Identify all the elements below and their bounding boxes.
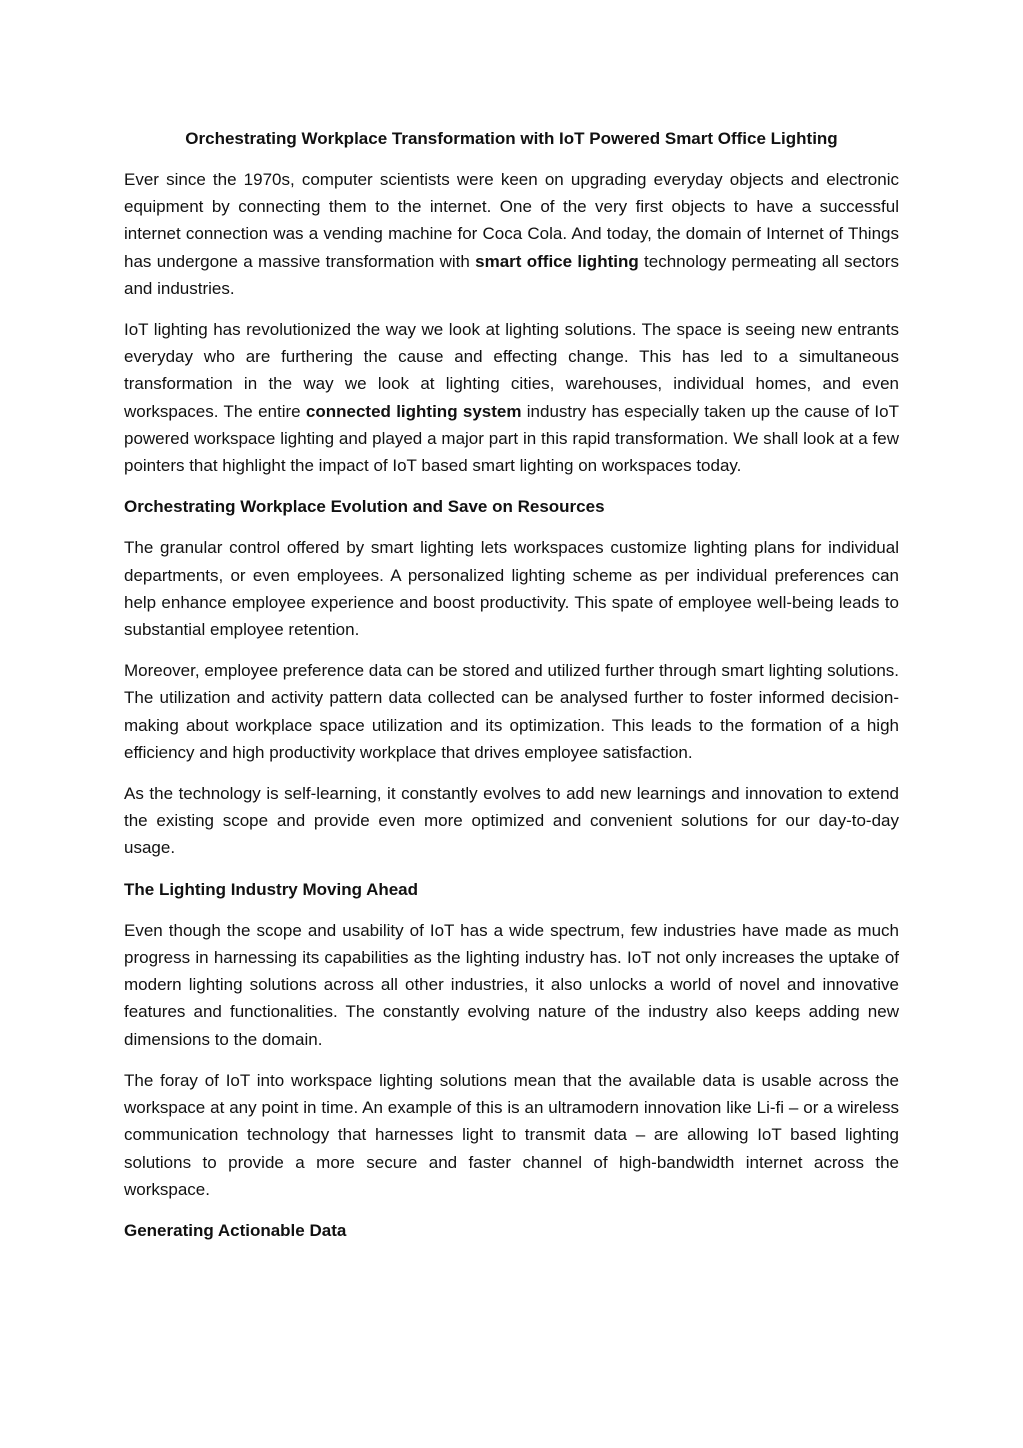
paragraph-preference-data: Moreover, employee preference data can be stored and utilized further through smart lighting solutions. The utilization and activity pattern data collected can be analysed further to foster informed decision-making about workplace space utilization and its optimization. This leads to the formation of a high efficiency and high productivity workplace that drives employee satisfaction. xyxy=(124,661,899,762)
document-page xyxy=(124,125,899,1258)
section-heading-lighting-industry: The Lighting Industry Moving Ahead xyxy=(124,879,419,899)
bold-keyword-connected-lighting-system: connected lighting system xyxy=(305,401,522,421)
paragraph-iot-scope: Even though the scope and usability of IoT has a wide spectrum, few industries have made as much progress in harnessing its capabilities as the lighting industry has. IoT not only increases the uptake of modern lighting solutions across all other industries, it also unlocks a world of novel and innovative features and functionalities. The constantly evolving nature of the industry also keeps adding new dimensions to the domain. xyxy=(124,920,899,1049)
paragraph-intro xyxy=(124,166,899,302)
paragraph-li-fi: The foray of IoT into workspace lighting solutions mean that the available data is usable across the workspace at any point in time. An example of this is an ultramodern innovation like Li-fi – or a wireless communication technology that harnesses light to transmit data – are allowing IoT based lighting solutions to provide a more secure and faster channel of high-bandwidth internet across the workspace. xyxy=(124,1070,899,1199)
section-heading-workplace-evolution: Orchestrating Workplace Evolution and Save on Resources xyxy=(124,497,605,517)
paragraph-granular-control: The granular control offered by smart lighting lets workspaces customize lighting plans for individual departments, or even employees. A personalized lighting scheme as per individual preferences can help enhance employee experience and boost productivity. This spate of employee well-being leads to substantial employee retention. xyxy=(124,538,899,640)
paragraph-text: industry has especially taken up the cause of IoT powered workspace lighting and played a major part in this rapid transformation. We shall look at a few pointers that highlight the impact of IoT based smart lighting on workspaces today. xyxy=(124,401,899,476)
bold-keyword-smart-office-lighting: smart office lighting xyxy=(475,251,639,271)
paragraph-self-learning: As the technology is self-learning, it constantly evolves to add new learnings and innovation to extend the existing scope and provide even more optimized and convenient solutions for our day-to-day usage. xyxy=(124,784,899,858)
document-title: Orchestrating Workplace Transformation with IoT Powered Smart Office Lighting xyxy=(185,129,838,148)
paragraph-iot-lighting xyxy=(124,316,899,479)
paragraph-text: Ever since the 1970s, computer scientists were keen on upgrading everyday objects and electronic equipment by connecting them to the internet. One of the very first objects to have a successful internet connection was a vending machine for Coca Cola. And today, the domain of Internet of Things has undergone a massive transformation with xyxy=(124,170,899,271)
paragraph-text: IoT lighting has revolutionized the way we look at lighting solutions. The space is seeing new entrants everyday who are furthering the cause and effecting change. This has led to a simultaneous transformation in the way we look at lighting cities, warehouses, individual homes, and even workspaces. The entire xyxy=(124,320,899,421)
paragraph-text: technology permeating all sectors and industries. xyxy=(124,251,899,298)
section-heading-actionable-data: Generating Actionable Data xyxy=(124,1220,347,1240)
